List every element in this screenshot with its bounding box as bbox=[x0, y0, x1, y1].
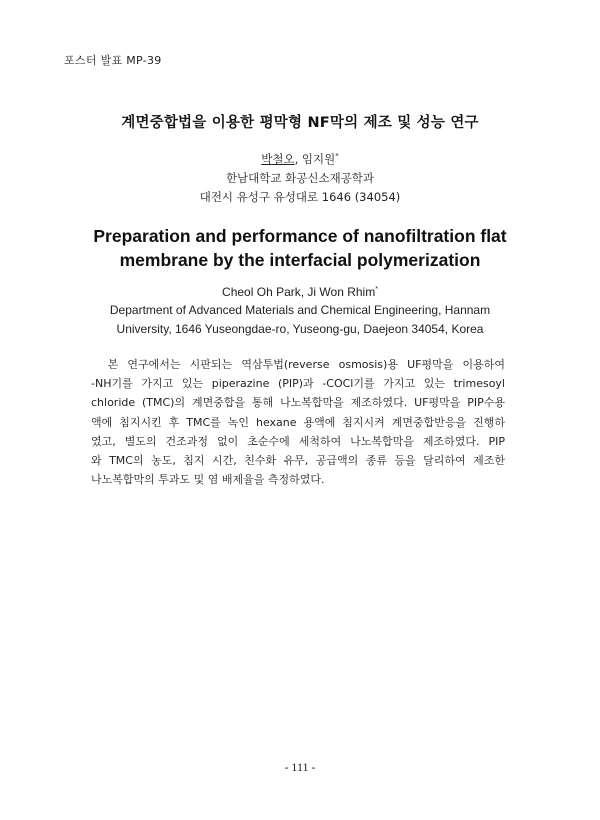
english-affiliation-line: Department of Advanced Materials and Chemical Engineering, Hannam bbox=[109, 303, 491, 317]
corresponding-mark: * bbox=[335, 152, 339, 161]
presenter-name: 박철오 bbox=[261, 152, 295, 166]
abstract-line: 였고, 별도의 건조과정 없이 초순수에 세척하여 나노복합막을 제조하였다. PIP bbox=[91, 434, 505, 448]
english-affiliation-line: University, 1646 Yuseongdae-ro, Yuseong-gu, Daejeon 34054, Korea bbox=[116, 322, 484, 336]
english-title-line: Preparation and performance of nanofiltration flat bbox=[93, 226, 507, 246]
english-authors bbox=[0, 285, 600, 299]
abstract-line: 와 TMC의 농도, 침지 시간, 친수화 유무, 공급액의 종류 등을 달리하여 제조한 bbox=[91, 453, 505, 467]
korean-affiliation-address: 대전시 유성구 유성대로 1646 (34054) bbox=[199, 190, 401, 204]
coauthor-name: 임지원 bbox=[301, 152, 336, 166]
korean-affiliation-department: 한남대학교 화공신소재공학과 bbox=[225, 171, 375, 185]
abstract-line: 본 연구에서는 시판되는 역삼투법(reverse osmosis)용 UF평막을 이용하여 bbox=[91, 358, 505, 371]
session-label: 포스터 발표 MP-39 bbox=[64, 54, 162, 67]
english-author-names: Cheol Oh Park, Ji Won Rhim bbox=[222, 285, 376, 299]
english-title-line: membrane by the interfacial polymerization bbox=[119, 250, 481, 270]
korean-authors bbox=[0, 151, 600, 167]
abstract-line: -NH기를 가지고 있는 piperazine (PIP)과 -COCl기를 가지고 있는 trimesoyl bbox=[91, 377, 505, 391]
author-separator: , bbox=[294, 152, 302, 166]
abstract-line: 나노복합막의 투과도 및 염 배제율을 측정하였다. bbox=[91, 473, 325, 487]
page-number: - 111 - bbox=[284, 760, 316, 774]
english-title bbox=[0, 224, 600, 272]
abstract-line: chloride (TMC)의 계면중합을 통해 나노복합막을 제조하였다. UF평막을 PIP수용 bbox=[91, 396, 505, 410]
corresponding-mark: * bbox=[375, 286, 378, 293]
abstract-line: 액에 침지시킨 후 TMC를 녹인 hexane 용액에 침지시켜 계면중합반응을 진행하 bbox=[91, 415, 505, 429]
abstract-body bbox=[91, 355, 505, 489]
korean-title: 계면중합법을 이용한 평막형 NF막의 제조 및 성능 연구 bbox=[121, 115, 479, 131]
